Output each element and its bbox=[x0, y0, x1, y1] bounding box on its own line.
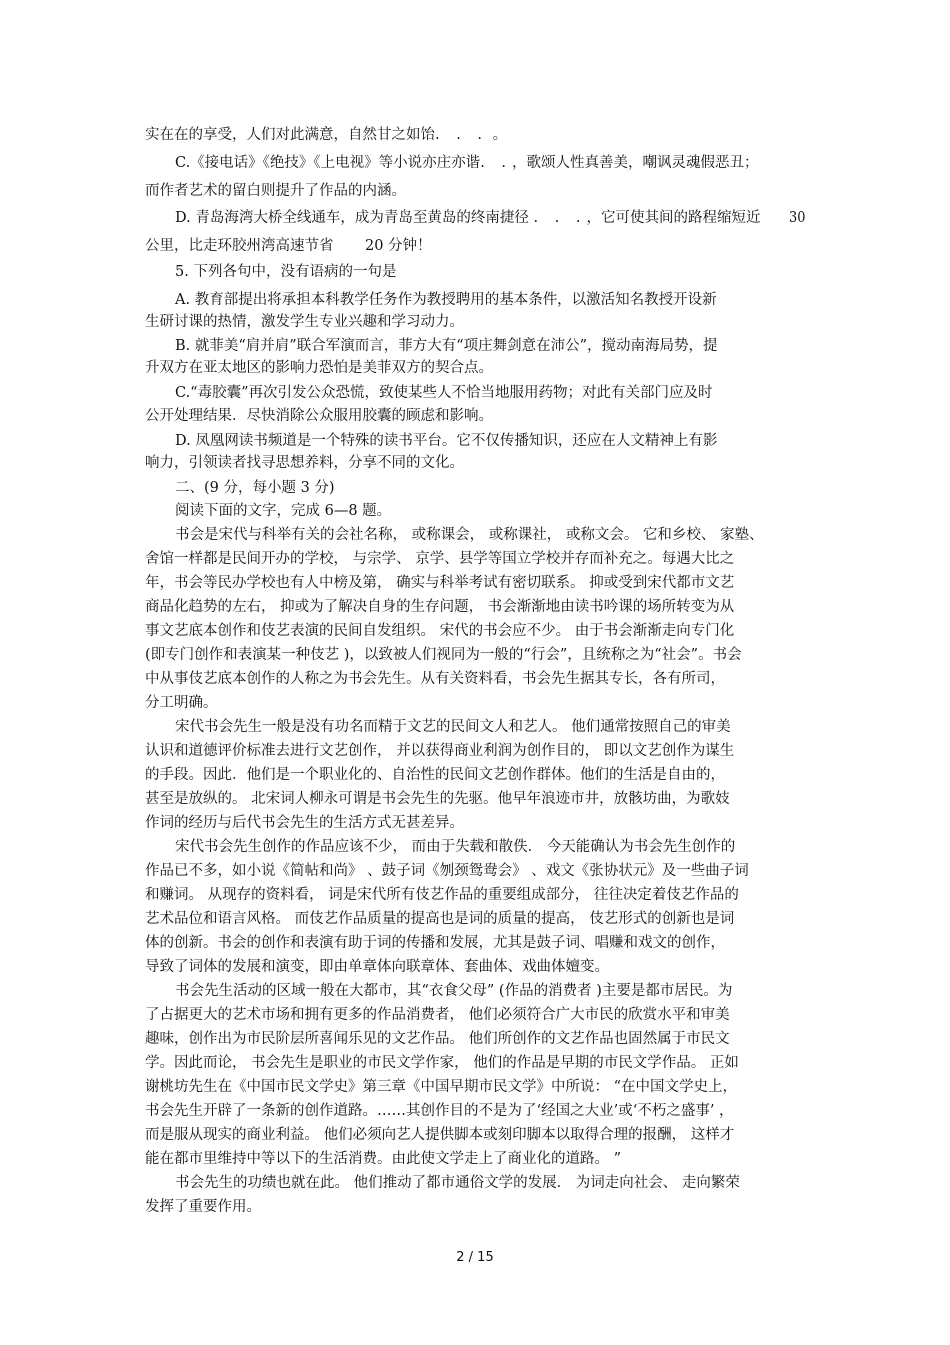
section-heading: 二、(9 分，每小题 3 分) bbox=[175, 480, 335, 496]
option-d: D. 凤凰网读书频道是一个特殊的读书平台。它不仅传播知识，还应在人文精神上有影 bbox=[175, 433, 718, 449]
question-title: 5. 下列各句中，没有语病的一句是 bbox=[175, 264, 397, 280]
text-line: 商品化趋势的左右， 抑或为了解决自身的生存问题， 书会渐渐地由读书吟课的场所转变为从 bbox=[145, 599, 735, 615]
text-line: 甚至是放纵的。 北宋词人柳永可谓是书会先生的先驱。他早年浪迹市井，放骸坊曲，为歌妓 bbox=[145, 791, 730, 807]
text-line: 作词的经历与后代书会先生的生活方式无甚差异。 bbox=[145, 815, 464, 831]
text-line: 公里，比走环胶州湾高速节省 bbox=[145, 238, 334, 254]
text-line: 作品已不多，如小说《简帖和尚》 、鼓子词《刎颈鸳鸯会》 、戏文《张协状元》及一些曲子词 bbox=[145, 863, 749, 879]
line-text: D. 青岛海湾大桥全线通车，成为青岛至黄岛的终南捷径 bbox=[175, 210, 529, 226]
emphasis-dots: . . . bbox=[533, 210, 587, 226]
text-line: 书会先生活动的区域一般在大都市，其“衣食父母” (作品的消费者 )主要是都市居民。为 bbox=[175, 983, 733, 999]
text-line: 中从事伎艺底本创作的人称之为书会先生。从有关资料看，书会先生据其专长，各有所司， bbox=[145, 671, 725, 687]
line-text: ，歌颂人性真善美，嘲讽灵魂假恶丑； bbox=[512, 155, 759, 171]
text-line: 20 分钟！ bbox=[365, 238, 432, 254]
text-line: 谢桃坊先生在《中国市民文学史》第三章《中国早期市民文学》中所说： “在中国文学史上， bbox=[145, 1079, 738, 1095]
text-line: 书会先生的功绩也就在此。 他们推动了都市通俗文学的发展． 为词走向社会、 走向繁荣 bbox=[175, 1175, 740, 1191]
text-line: 而作者艺术的留白则提升了作品的内涵。 bbox=[145, 183, 406, 199]
text-line: 宋代书会先生创作的作品应该不少， 而由于失载和散佚． 今天能确认为书会先生创作的 bbox=[175, 839, 736, 855]
text-line: 体的创新。书会的创作和表演有助于词的传播和发展，尤其是鼓子词、唱赚和戏文的创作， bbox=[145, 935, 725, 951]
text-line: 响力，引领读者找寻思想养料，分享不同的文化。 bbox=[145, 455, 464, 471]
text-line: 学。因此而论， 书会先生是职业的市民文学作家， 他们的作品是早期的市民文学作品。 正如 bbox=[145, 1055, 739, 1071]
emphasis-dots: . . . bbox=[435, 127, 489, 143]
text-line: 事文艺底本创作和伎艺表演的民间自发组织。 宋代的书会应不少。 由于书会渐渐走向专门化 bbox=[145, 623, 735, 639]
text-line: 宋代书会先生一般是没有功名而精于文艺的民间文人和艺人。 他们通常按照自己的审美 bbox=[175, 719, 731, 735]
text-line bbox=[175, 153, 759, 173]
text-line: 认识和道德评价标准去进行文艺创作， 并以获得商业利润为创作目的， 即以文艺创作为谋生 bbox=[145, 743, 735, 759]
text-line: 生研讨课的热情，激发学生专业兴趣和学习动力。 bbox=[145, 314, 464, 330]
text-line: 30 bbox=[789, 210, 806, 226]
option-b: B. 就菲美“肩并肩”联合军演而言，菲方大有“项庄舞剑意在沛公”，搅动南海局势，提 bbox=[175, 338, 718, 354]
text-line: 和赚词。 从现存的资料看， 词是宋代所有伎艺作品的重要组成部分， 往往决定着伎艺作品的 bbox=[145, 887, 739, 903]
text-line: 了占据更大的艺术市场和拥有更多的作品消费者， 他们必须符合广大市民的欣赏水平和审美 bbox=[145, 1007, 730, 1023]
text-line: 艺术品位和语言风格。 而伎艺作品质量的提高也是词的质量的提高， 伎艺形式的创新也是词 bbox=[145, 911, 735, 927]
text-line: 发挥了重要作用。 bbox=[145, 1199, 261, 1215]
line-text: 实在在的享受，人们对此满意，自然甘之如饴 bbox=[145, 127, 435, 143]
text-line: 能在都市里维持中等以下的生活消费。由此使文学走上了商业化的道路。 ” bbox=[145, 1151, 622, 1167]
text-line: 分工明确。 bbox=[145, 695, 218, 711]
text-line: 导致了词体的发展和演变，即由单章体向联章体、套曲体、戏曲体嬗变。 bbox=[145, 959, 609, 975]
option-c: C.“毒胶囊”再次引发公众恐慌，致使某些人不恰当地服用药物；对此有关部门应及时 bbox=[175, 385, 713, 401]
text-line: 的手段。因此．他们是一个职业化的、自治性的民间文艺创作群体。他们的生活是自由的， bbox=[145, 767, 725, 783]
text-line: 公开处理结果．尽快消除公众服用胶囊的顾虑和影响。 bbox=[145, 408, 493, 424]
text-line: (即专门创作和表演某一种伎艺 )，以致被人们视同为一般的“行会”，且统称之为“社会”。书会 bbox=[145, 647, 742, 663]
text-line: 年，书会等民办学校也有人中榜及第， 确实与科举考试有密切联系。 抑或受到宋代都市文艺 bbox=[145, 575, 735, 591]
emphasis-dots: . . bbox=[480, 155, 513, 171]
text-line: 阅读下面的文字，完成 6—8 题。 bbox=[175, 503, 392, 519]
text-line bbox=[145, 125, 507, 145]
line-text: 。 bbox=[492, 127, 508, 143]
page-number: 2 / 15 bbox=[456, 1250, 494, 1265]
text-line: 书会先生开辟了一条新的创作道路。……其创作目的不是为了‘经国之大业’或‘不朽之盛事’ ， bbox=[145, 1103, 734, 1119]
line-text: C.《接电话》《绝技》《上电视》等小说亦庄亦谐 bbox=[175, 155, 481, 171]
text-line: 而是服从现实的商业利益。 他们必须向艺人提供脚本或刻印脚本以取得合理的报酬， 这样才 bbox=[145, 1127, 735, 1143]
text-line: 趣味，创作出为市民阶层所喜闻乐见的文艺作品。 他们所创作的文艺作品也固然属于市民文 bbox=[145, 1031, 730, 1047]
text-line: 书会是宋代与科举有关的会社名称， 或称课会， 或称课社， 或称文会。 它和乡校、 家塾、 bbox=[175, 527, 764, 543]
line-text: ，它可使其间的路程缩短近 bbox=[586, 210, 761, 226]
text-line: 舍馆一样都是民间开办的学校， 与宗学、 京学、县学等国立学校并存而补充之。每遇大比之 bbox=[145, 551, 735, 567]
text-line bbox=[175, 208, 760, 228]
text-line: 升双方在亚太地区的影响力恐怕是美菲双方的契合点。 bbox=[145, 360, 493, 376]
option-a: A. 教育部提出将承担本科教学任务作为教授聘用的基本条件，以激活知名教授开设新 bbox=[175, 292, 717, 308]
